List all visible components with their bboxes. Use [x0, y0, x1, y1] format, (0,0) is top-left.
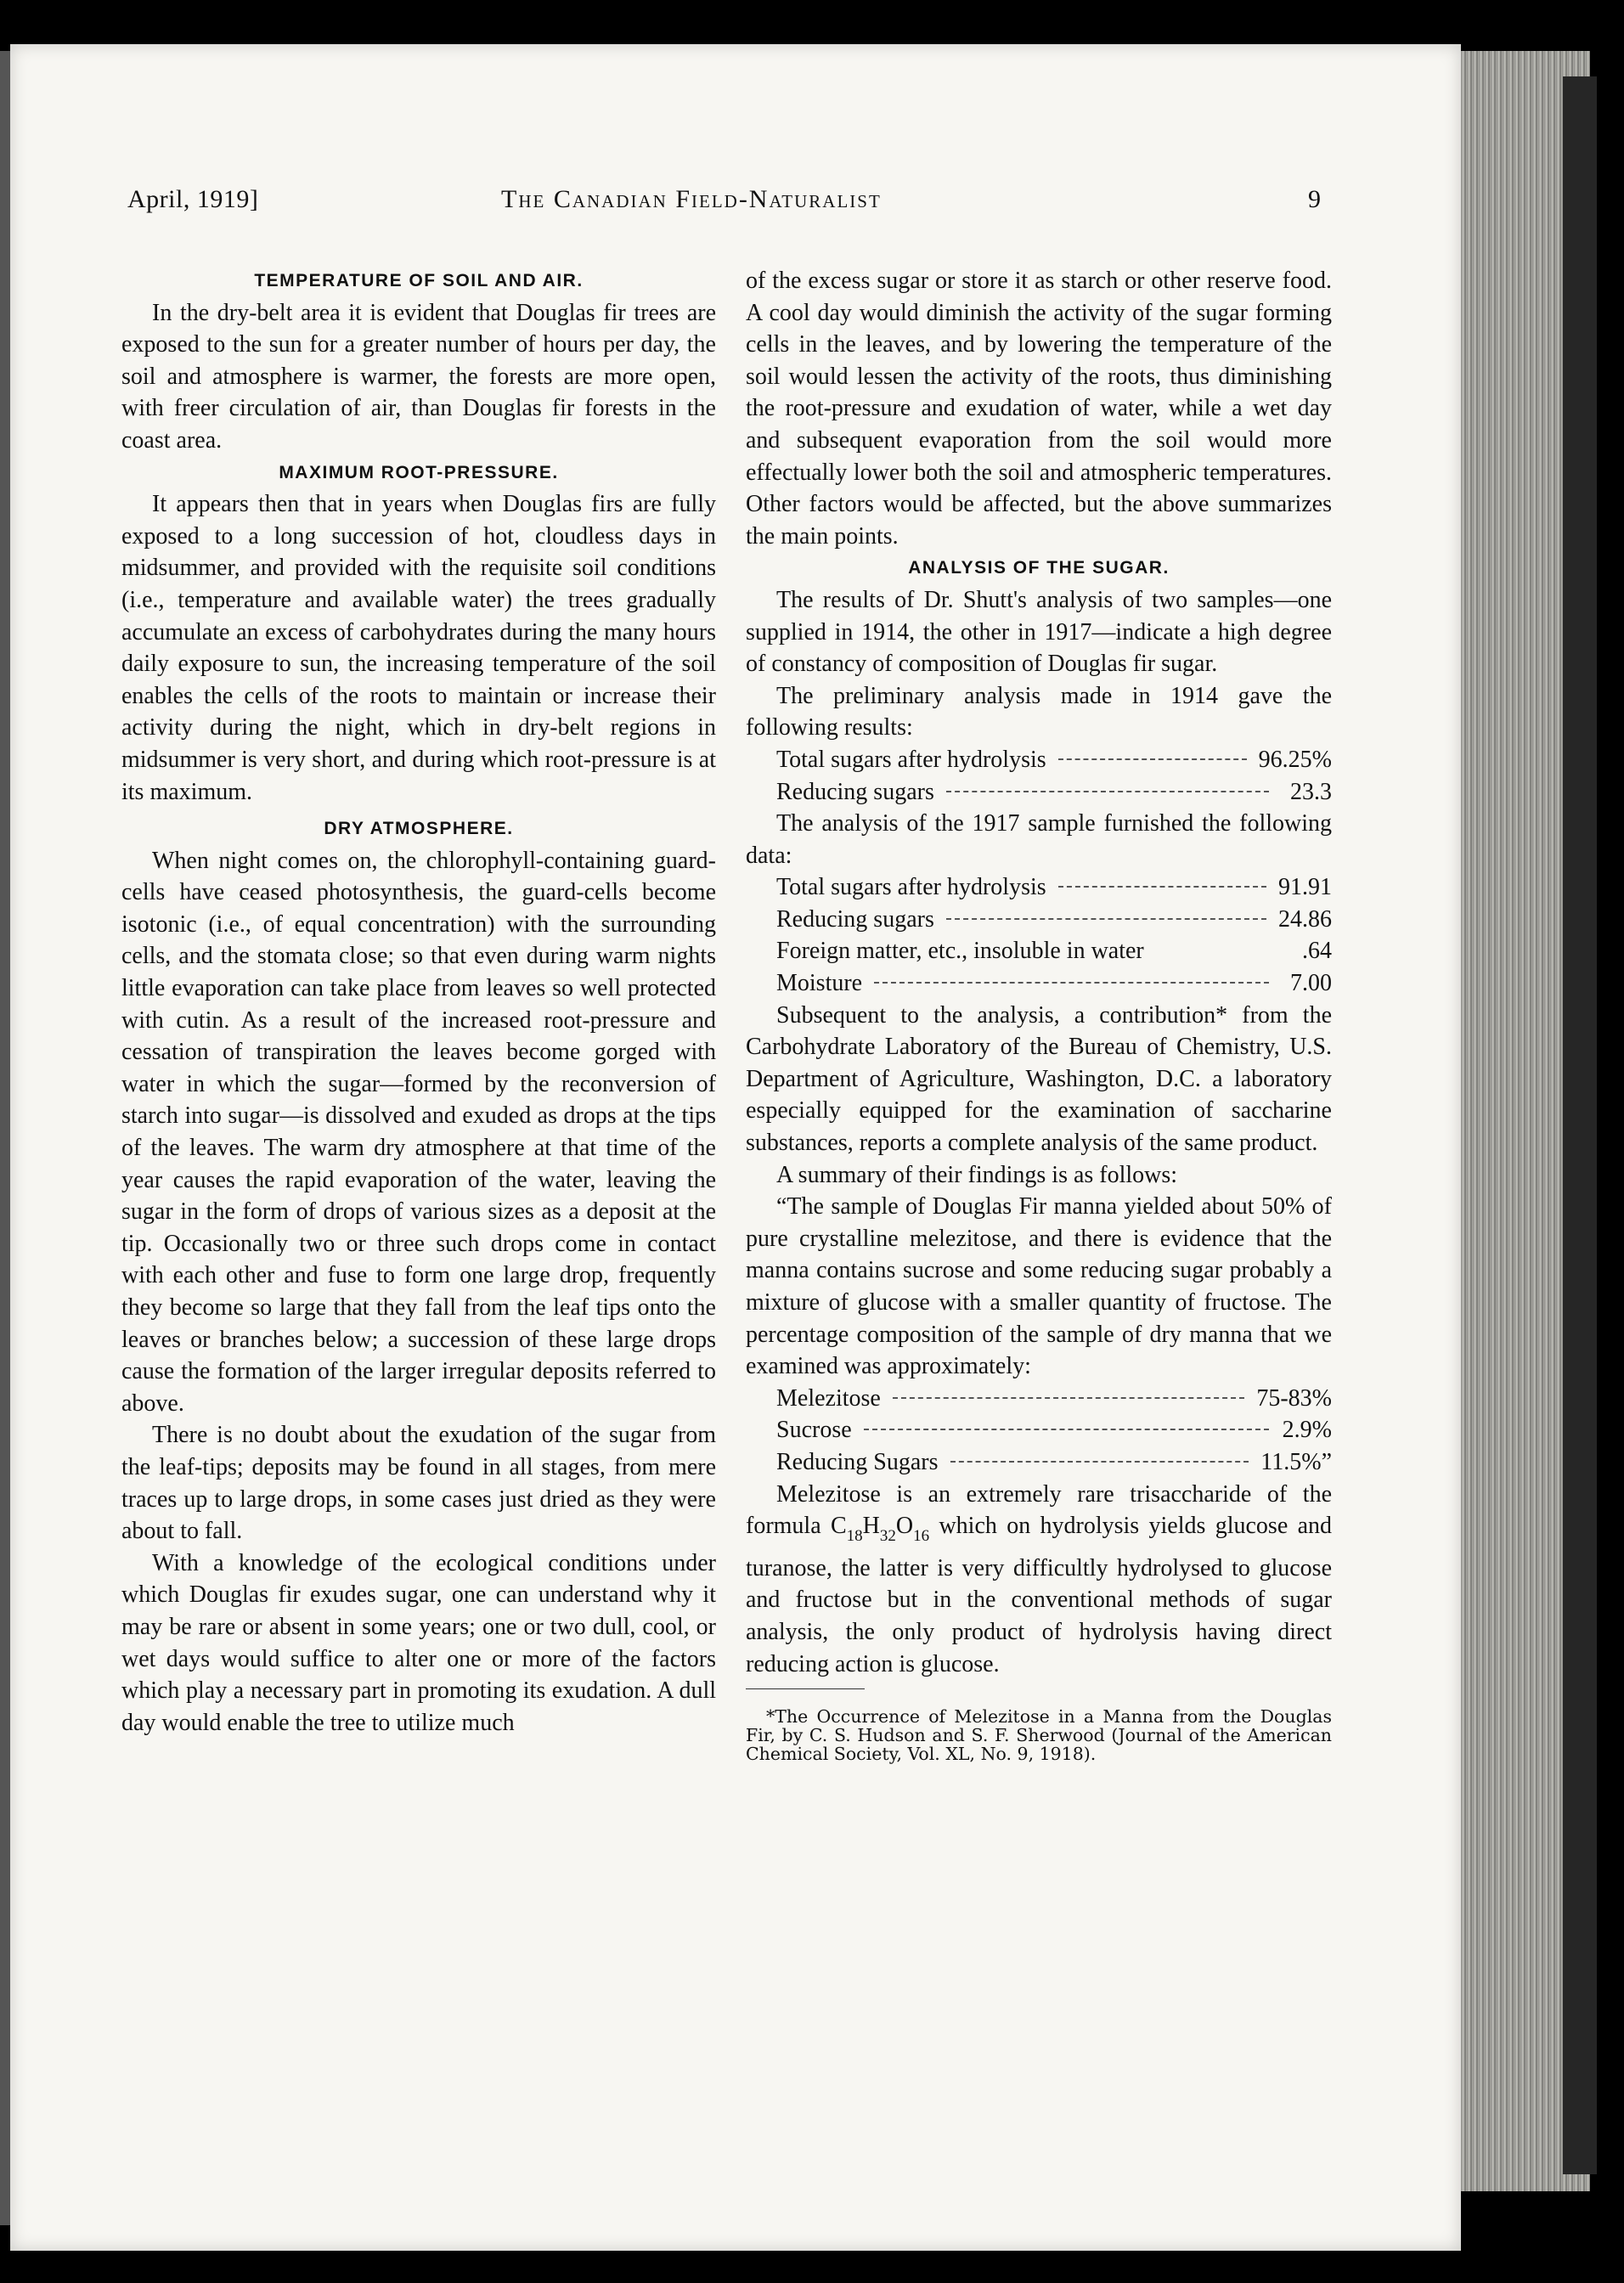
row-value: 75-83% [1256, 1384, 1332, 1412]
row-label: Reducing Sugars [776, 1448, 939, 1475]
row-label: Melezitose [776, 1384, 881, 1412]
footnote-rule [746, 1688, 865, 1689]
row-label: Reducing sugars [776, 778, 934, 805]
dot-leader [864, 1429, 1269, 1430]
row-value: 96.25% [1258, 746, 1332, 773]
paragraph-temperature: In the dry-belt area it is evident that Douglas fir trees are exposed to the sun for a greater number of hours per day, the soil and atmosphere is warmer, the forests are more open, with freer circulation of air, than Douglas fir forests in the coast area. [121, 299, 716, 454]
melezitose-text-start: Melezitose is an extremely rare trisaccharide of the formula [746, 1480, 1332, 1540]
paragraph-1917: The analysis of the 1917 sample furnished the following data: [746, 810, 1332, 869]
row-label: Total sugars after hydrolysis [776, 746, 1046, 773]
table-composition [746, 1383, 1332, 1479]
section-heading-temperature: TEMPERATURE OF SOIL AND AIR. [254, 271, 584, 290]
dot-leader [874, 982, 1269, 984]
formula-hydrogen: H [862, 1513, 880, 1540]
paragraph-no-doubt: There is no doubt about the exudation of the sugar from the leaf-tips; deposits may be found in all stages, from mere traces up to large drops, in some cases just dried as they were about to fall. [121, 1422, 716, 1545]
row-value: 24.86 [1278, 905, 1332, 933]
table-row [746, 967, 1332, 1000]
paragraph-knowledge: With a knowledge of the ecological conditions under which Douglas fir exudes sugar, one can understand why it may be rare or absent in some years; one or two dull, cool, or wet days would suffice to alter one or more of the factors which play a necessary part in promoting its exudation. A dull day would enable the tree to utilize much [121, 1549, 716, 1736]
row-label: Sucrose [776, 1417, 852, 1444]
footnote: *The Occurrence of Melezitose in a Manna from the Douglas Fir, by C. S. Hudson and S. F. Sherwood (Journal of the American Chemical Society, Vol. XL, No. 9, 1918). [746, 1705, 1332, 1764]
table-1914 [746, 744, 1332, 808]
left-column [121, 265, 716, 1739]
formula-carbon-count: 18 [846, 1527, 863, 1546]
dot-leader [950, 1461, 1249, 1463]
row-value: 91.91 [1278, 874, 1332, 901]
row-value: 23.3 [1290, 778, 1332, 805]
paragraph-root-pressure: It appears then that in years when Douglas firs are fully exposed to a long succession of hot, cloudless days in midsummer, and provided with the requisite soil conditions (i.e., temperature and available water) the trees gradually accumulate an excess of carbohydrates during the many hours daily exposure to sun, the increasing temperature of the soil enables the cells of the roots to maintain or increase their activity during the night, which in dry-belt regions in midsummer is very short, and during which root-pressure is at its maximum. [121, 491, 716, 805]
right-column [746, 265, 1332, 1780]
table-1917 [746, 871, 1332, 999]
melezitose-text-end: which on hydrolysis yields glucose and turanose, the latter is very difficultly hydrolysed to glucose and fructose but in the conventional methods of sugar analysis, the only product of hydrolysis having direct reducing action is glucose. [746, 1513, 1333, 1677]
section-heading-dry-atmosphere: DRY ATMOSPHERE. [324, 819, 514, 839]
issue-date: April, 1919] [127, 185, 259, 213]
row-label: Total sugars after hydrolysis [776, 874, 1046, 901]
paragraph-continuation: of the excess sugar or store it as starch or other reserve food. A cool day would diminish the activity of the sugar forming cells in the leaves, and by lowering the temperature of the soil would lessen the activity of the roots, thus diminishing the root-pressure and exudation of water, while a wet day and subsequent evaporation from the soil would more effectually lower both the soil and atmospheric temperatures. Other factors would be affected, but the above summarizes the main points. [746, 268, 1332, 550]
table-row [746, 776, 1332, 809]
table-row [746, 935, 1332, 967]
journal-title: The Canadian Field-Naturalist [501, 185, 882, 213]
row-value: 11.5%” [1260, 1448, 1332, 1475]
page-number: 9 [1308, 185, 1322, 213]
table-row [746, 904, 1332, 936]
section-heading-root-pressure: MAXIMUM ROOT-PRESSURE. [279, 462, 559, 482]
row-value: 2.9% [1282, 1417, 1332, 1444]
book-spine-shadow [1563, 76, 1597, 2174]
paragraph-quote: “The sample of Douglas Fir manna yielded about 50% of pure crystalline melezitose, and there is evidence that the manna contains sucrose and some reducing sugar probably a mixture of glucose with a smaller quantity of fructose. The percentage composition of the sample of dry manna that we examined was approximately: [746, 1193, 1332, 1380]
row-label: Reducing sugars [776, 905, 934, 933]
dot-leader [1058, 886, 1266, 888]
table-row [746, 1446, 1332, 1479]
dot-leader [946, 918, 1266, 920]
table-row [746, 1383, 1332, 1415]
table-row [746, 1414, 1332, 1446]
chemical-formula [830, 1513, 930, 1546]
paragraph-dry-atmosphere: When night comes on, the chlorophyll-containing guard-cells have ceased photosynthesis, the guard-cells become isotonic (i.e., of equal concentration) with the surrounding cells, and the stomata close; so that even during warm nights little evaporation can take place from leaves so well protected with cutin. As a result of the increased root-pressure and cessation of transpiration the leaves become gorged with water in which the sugar—formed by the reconversion of starch into sugar—is dissolved and exuded as drops at the tips of the leaves. The warm dry atmosphere at that time of the year causes the rapid evaporation of the water, leaving the sugar in the form of drops of various sizes as a deposit at the tip. Occasionally two or three such drops come in contact with each other and fuse to form one large drop, frequently they become so large that they fall from the leaf tips onto the leaves or branches below; a succession of these large drops cause the formation of the larger irregular deposits referred to above. [121, 847, 716, 1417]
dot-leader [946, 791, 1269, 792]
dot-leader [1058, 758, 1247, 760]
section-heading-analysis: ANALYSIS OF THE SUGAR. [908, 558, 1170, 578]
table-row [746, 871, 1332, 904]
row-value: 7.00 [1290, 970, 1332, 997]
paragraph-melezitose [746, 1479, 1332, 1681]
paragraph-subsequent: Subsequent to the analysis, a contribution* from the Carbohydrate Laboratory of the Bureau of Chemistry, U.S. Department of Agriculture, Washington, D.C. a laboratory especially equipped for the examination of saccharine substances, reports a complete analysis of the same product. [746, 1001, 1332, 1157]
paragraph-preliminary: The preliminary analysis made in 1914 gave the following results: [746, 682, 1332, 741]
row-value: .64 [1302, 938, 1332, 965]
formula-oxygen-count: 16 [913, 1527, 930, 1546]
page-left-edge [0, 51, 10, 2225]
formula-hydrogen-count: 32 [879, 1527, 896, 1546]
formula-oxygen: O [895, 1513, 914, 1540]
row-label: Foreign matter, etc., insoluble in water [776, 938, 1144, 965]
paragraph-results: The results of Dr. Shutt's analysis of two samples—one supplied in 1914, the other in 1917—indicate a high degree of constancy of composition of Douglas fir sugar. [746, 586, 1332, 678]
formula-carbon: C [830, 1513, 847, 1540]
row-label: Moisture [776, 970, 863, 997]
dot-leader [893, 1397, 1245, 1399]
paragraph-summary: A summary of their findings is as follows: [776, 1161, 1178, 1188]
table-row [746, 744, 1332, 776]
